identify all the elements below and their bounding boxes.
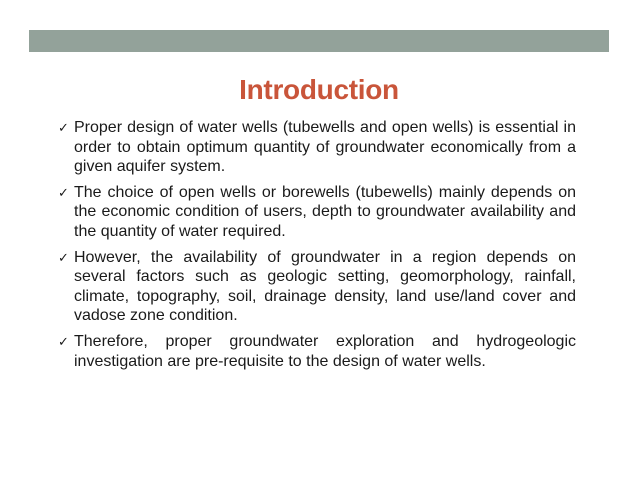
bullet-list <box>58 118 576 377</box>
bullet-item-2 <box>58 183 576 242</box>
bullet-text-3: However, the availability of groundwater in a region depends on several factors such as geologic setting, geomorphology, rainfall, climate, topography, soil, drainage density, land use/land cover and vadose zone condition. <box>74 248 576 325</box>
checkmark-icon: ✓ <box>58 184 69 200</box>
checkmark-icon: ✓ <box>58 120 69 135</box>
header-bar <box>29 30 609 52</box>
bullet-text-1: Proper design of water wells (tubewells and open wells) is essential in order to obtain optimum quantity of groundwater economically from a given aquifer system. <box>74 119 576 176</box>
bullet-text-2: The choice of open wells or borewells (tubewells) mainly depends on the economic condition of users, depth to groundwater availability and the quantity of water required. <box>74 183 576 240</box>
checkmark-icon: ✓ <box>58 333 69 349</box>
bullet-text-4: Therefore, proper groundwater exploration and hydrogeologic investigation are pre-requisite to the design of water wells. <box>74 332 576 370</box>
slide-title: Introduction <box>239 74 399 105</box>
bullet-item-1 <box>58 118 576 177</box>
bullet-item-3 <box>58 248 576 326</box>
checkmark-icon: ✓ <box>58 249 69 265</box>
bullet-item-4 <box>58 332 576 371</box>
